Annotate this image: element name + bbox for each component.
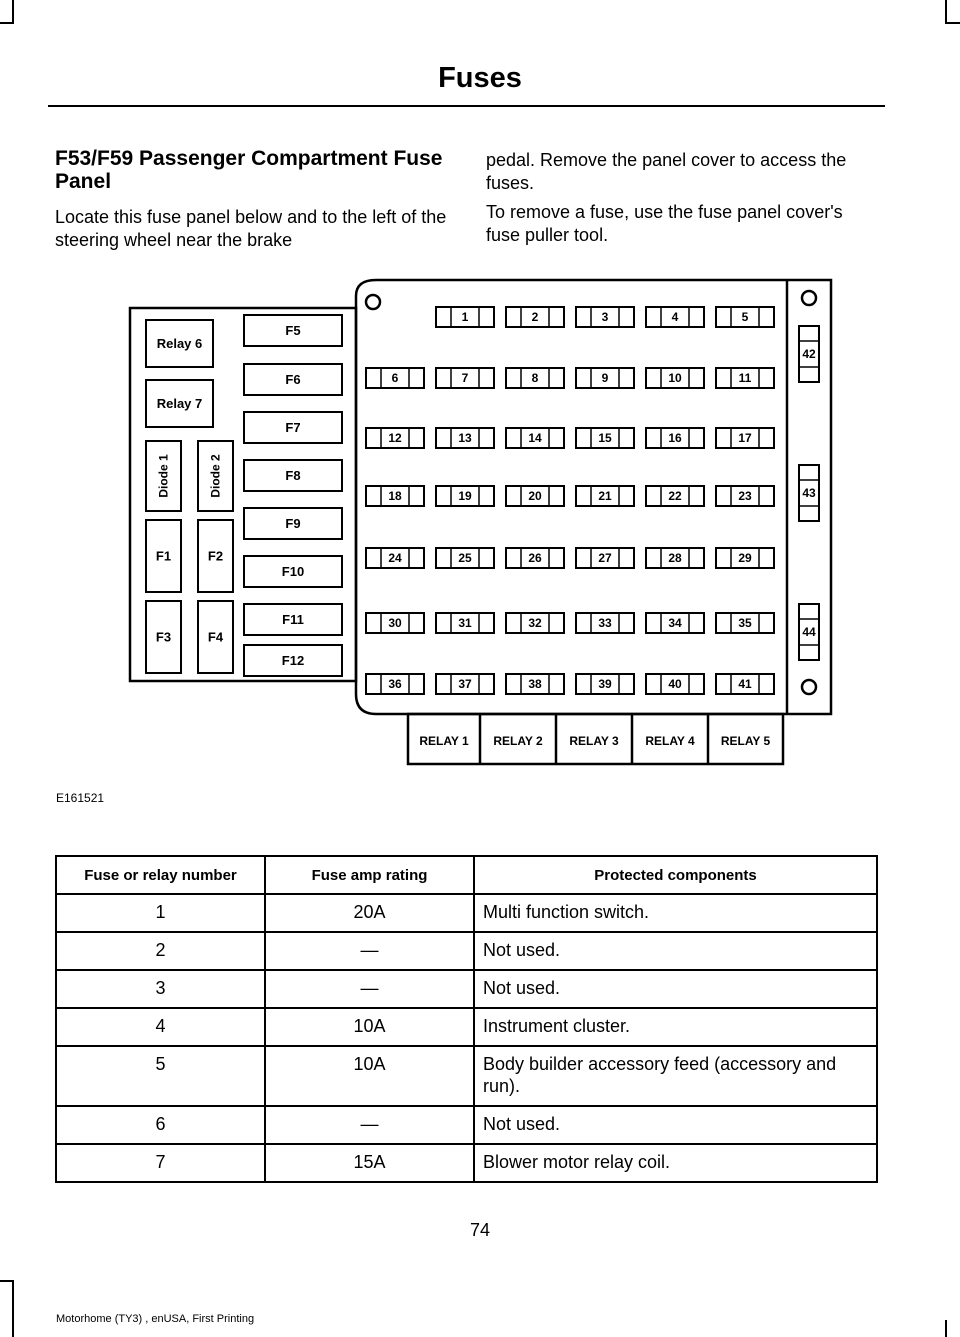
fuse-label: 30 — [388, 616, 402, 630]
diagram-reference-code: E161521 — [56, 791, 105, 805]
table-row — [56, 1008, 877, 1046]
fuse-label: F12 — [281, 653, 305, 668]
footer-text: Motorhome (TY3) , enUSA, First Printing — [56, 1313, 255, 1325]
amp-rating: — — [265, 1106, 474, 1144]
amp-rating: 15A — [265, 1144, 474, 1182]
fuse-label: F4 — [207, 629, 224, 645]
fuse-number: 5 — [56, 1046, 265, 1106]
crop-mark — [945, 1320, 947, 1337]
fuse-label: 39 — [598, 677, 612, 691]
protected-components: Multi function switch. — [474, 894, 877, 932]
mounting-hole — [366, 295, 380, 309]
amp-rating: — — [265, 970, 474, 1008]
fuse-label: F9 — [285, 516, 301, 531]
fuse-label: 43 — [802, 486, 816, 500]
relay-label: Relay 7 — [156, 396, 203, 411]
amp-rating: 10A — [265, 1008, 474, 1046]
fuse-label: 16 — [668, 431, 682, 445]
table-row — [56, 894, 877, 932]
column-header-components: Protected components — [474, 856, 877, 894]
fuse-number: 1 — [56, 894, 265, 932]
fuse-label: 41 — [738, 677, 752, 691]
crop-mark — [12, 1280, 14, 1337]
fuse-label: 22 — [668, 489, 682, 503]
crop-mark — [12, 0, 14, 24]
fuse-label: F7 — [285, 420, 301, 435]
relay-label: RELAY 4 — [645, 734, 695, 748]
relay-label: RELAY 2 — [493, 734, 543, 748]
page-title: Fuses — [438, 62, 522, 94]
fuse-label: 12 — [388, 431, 402, 445]
fuse-label: 15 — [598, 431, 612, 445]
fuse-label: 11 — [738, 371, 752, 385]
relay-label: RELAY 3 — [569, 734, 619, 748]
mounting-hole — [802, 291, 816, 305]
fuse-label: 34 — [668, 616, 682, 630]
fuse-label: 27 — [598, 551, 612, 565]
crop-mark — [0, 22, 14, 24]
intro-paragraph-continued: pedal. Remove the panel cover to access the fuses. — [486, 150, 847, 193]
crop-mark — [0, 1280, 14, 1282]
fuse-label: F6 — [285, 372, 301, 387]
relay-label: RELAY 1 — [419, 734, 469, 748]
diode-label: Diode 1 — [156, 454, 171, 498]
table-row — [56, 970, 877, 1008]
fuse-label: 25 — [458, 551, 472, 565]
intro-paragraph: Locate this fuse panel below and to the left of the steering wheel near the brake — [55, 207, 447, 250]
protected-components: Body builder accessory feed (accessory and run). — [474, 1046, 877, 1106]
fuse-label: F5 — [285, 323, 301, 338]
fuse-number: 6 — [56, 1106, 265, 1144]
fuse-label: F3 — [155, 629, 172, 645]
fuse-number: 3 — [56, 970, 265, 1008]
fuse-label: 20 — [528, 489, 542, 503]
crop-mark — [945, 22, 960, 24]
fuse-label: 29 — [738, 551, 752, 565]
amp-rating: 20A — [265, 894, 474, 932]
fuse-label: 19 — [458, 489, 472, 503]
section-title: F53/F59 Passenger Compartment Fuse Panel — [55, 147, 443, 193]
fuse-label: 36 — [388, 677, 402, 691]
fuse-label: 44 — [802, 625, 816, 639]
column-header-number: Fuse or relay number — [56, 856, 265, 894]
fuse-panel-diagram — [128, 278, 834, 768]
fuse-label: F11 — [282, 612, 304, 627]
fuse-label: 40 — [668, 677, 682, 691]
fuse-label: 35 — [738, 616, 752, 630]
table-row — [56, 932, 877, 970]
fuse-label: 1 — [461, 310, 469, 324]
fuse-label: F2 — [207, 548, 224, 564]
fuse-label: 7 — [461, 371, 469, 385]
header-divider — [48, 105, 885, 107]
fuse-label: 31 — [458, 616, 472, 630]
fuse-label: 24 — [388, 551, 402, 565]
fuse-label: 8 — [531, 371, 539, 385]
fuse-label: 32 — [528, 616, 542, 630]
page-number: 74 — [469, 1220, 491, 1240]
column-header-rating: Fuse amp rating — [265, 856, 474, 894]
fuse-label: 21 — [598, 489, 612, 503]
fuse-label: 37 — [458, 677, 472, 691]
fuse-label: 28 — [668, 551, 682, 565]
fuse-label: 23 — [738, 489, 752, 503]
fuse-label: 10 — [668, 371, 682, 385]
fuse-puller-paragraph: To remove a fuse, use the fuse panel cover's fuse puller tool. — [486, 202, 843, 245]
fuse-label: 14 — [528, 431, 542, 445]
table-row — [56, 1144, 877, 1182]
protected-components: Not used. — [474, 1106, 877, 1144]
fuse-label: 13 — [458, 431, 472, 445]
fuse-label: 3 — [601, 310, 609, 324]
fuse-label: 5 — [741, 310, 749, 324]
fuse-label: 26 — [528, 551, 542, 565]
table-row — [56, 1106, 877, 1144]
fuse-label: F1 — [155, 548, 172, 564]
fuse-table — [55, 855, 878, 1183]
fuse-label: 2 — [531, 310, 539, 324]
protected-components: Blower motor relay coil. — [474, 1144, 877, 1182]
fuse-label: 38 — [528, 677, 542, 691]
table-header-row — [56, 856, 877, 894]
fuse-label: 33 — [598, 616, 612, 630]
protected-components: Instrument cluster. — [474, 1008, 877, 1046]
fuse-number: 2 — [56, 932, 265, 970]
table-row — [56, 1046, 877, 1106]
fuse-label: F10 — [281, 564, 305, 579]
fuse-label: 17 — [738, 431, 752, 445]
fuse-label: 4 — [671, 310, 679, 324]
amp-rating: — — [265, 932, 474, 970]
crop-mark — [945, 0, 947, 24]
fuse-number: 7 — [56, 1144, 265, 1182]
amp-rating: 10A — [265, 1046, 474, 1106]
protected-components: Not used. — [474, 932, 877, 970]
relay-label: RELAY 5 — [720, 734, 771, 748]
fuse-label: 42 — [802, 347, 816, 361]
mounting-hole — [802, 680, 816, 694]
fuse-label: F8 — [285, 468, 301, 483]
fuse-label: 18 — [388, 489, 402, 503]
fuse-number: 4 — [56, 1008, 265, 1046]
fuse-label: 9 — [601, 371, 609, 385]
protected-components: Not used. — [474, 970, 877, 1008]
fuse-label: 6 — [391, 371, 399, 385]
diode-label: Diode 2 — [208, 454, 223, 498]
relay-label: Relay 6 — [156, 336, 203, 351]
